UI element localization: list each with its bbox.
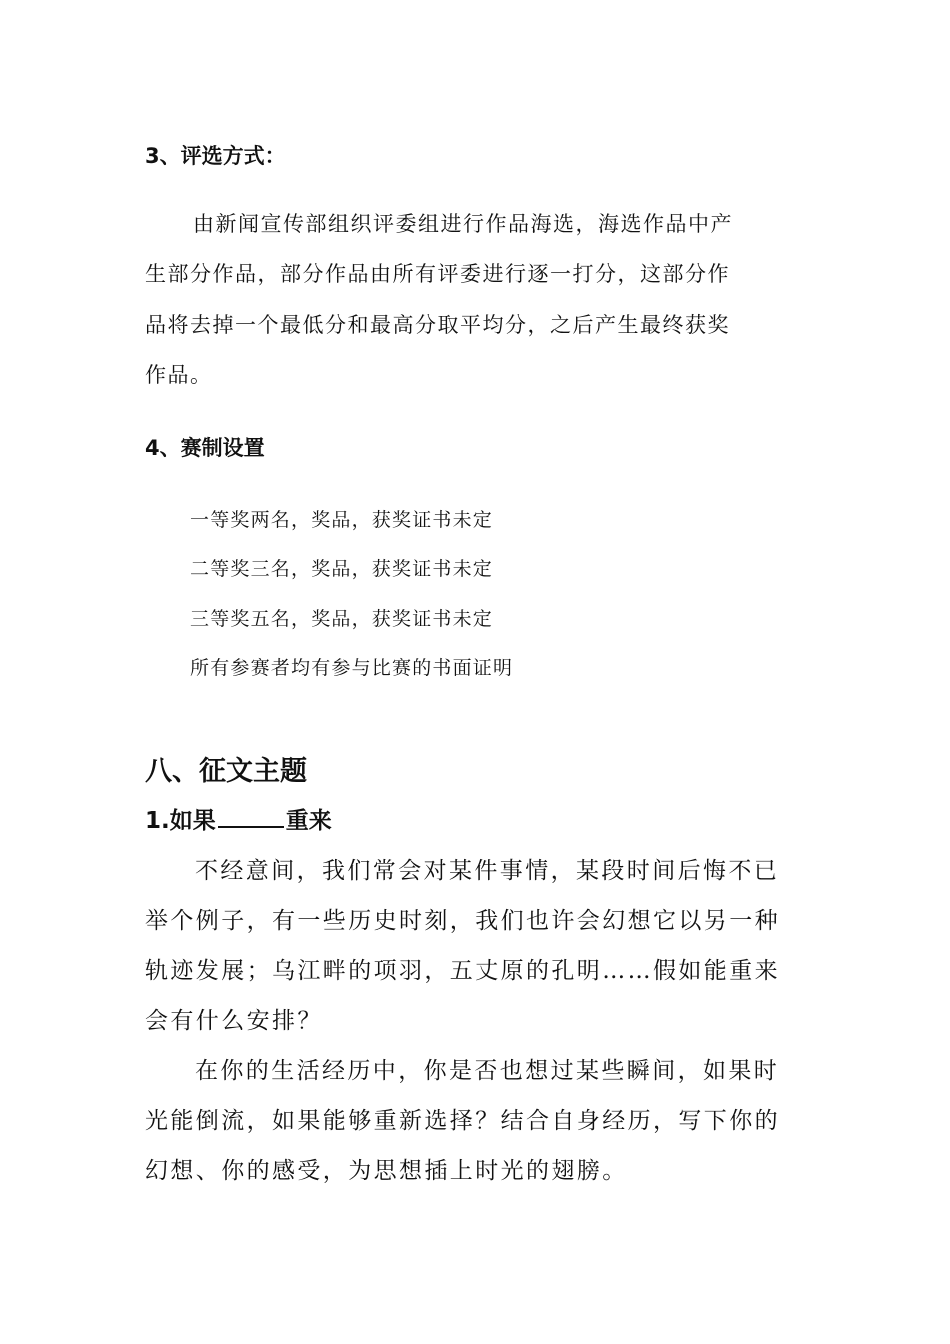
paragraph-2-line-3: 幻想、你的感受，为思想插上时光的翅膀。 xyxy=(145,1158,628,1184)
paragraph-1-line-2: 举个例子，有一些历史时刻，我们也许会幻想它以另一种 xyxy=(145,908,780,934)
prize-item-2: 二等奖三名，奖品，获奖证书未定 xyxy=(190,558,494,580)
prize-item-3: 三等奖五名，奖品，获奖证书未定 xyxy=(190,608,494,630)
fill-in-blank xyxy=(218,808,284,828)
section-3-line-2: 生部分作品，部分作品由所有评委进行逐一打分，这部分作 xyxy=(145,262,730,286)
prize-item-1: 一等奖两名，奖品，获奖证书未定 xyxy=(190,509,494,531)
section-3-heading: 3、评选方式： xyxy=(145,144,286,168)
section-3-line-4: 作品。 xyxy=(145,363,213,387)
topic-1-suffix: 重来 xyxy=(285,808,332,834)
paragraph-2-line-2: 光能倒流，如果能够重新选择？结合自身经历，写下你的 xyxy=(145,1108,780,1134)
section-3-line-1: 由新闻宣传部组织评委组进行作品海选，海选作品中产 xyxy=(193,212,733,236)
participation-note: 所有参赛者均有参与比赛的书面证明 xyxy=(190,657,514,679)
topic-1-prefix: 1.如果 xyxy=(145,808,216,834)
section-4-heading: 4、赛制设置 xyxy=(145,436,265,460)
section-3-line-3: 品将去掉一个最低分和最高分取平均分，之后产生最终获奖 xyxy=(145,313,730,337)
paragraph-2-line-1: 在你的生活经历中，你是否也想过某些瞬间，如果时 xyxy=(195,1058,780,1084)
section-8-heading: 八、征文主题 xyxy=(145,756,307,787)
paragraph-1-line-3: 轨迹发展；乌江畔的项羽，五丈原的孔明……假如能重来 xyxy=(145,958,780,984)
paragraph-1-line-4: 会有什么安排？ xyxy=(145,1008,323,1034)
paragraph-1-line-1: 不经意间，我们常会对某件事情，某段时间后悔不已 xyxy=(195,858,780,884)
topic-1-title xyxy=(145,802,332,835)
